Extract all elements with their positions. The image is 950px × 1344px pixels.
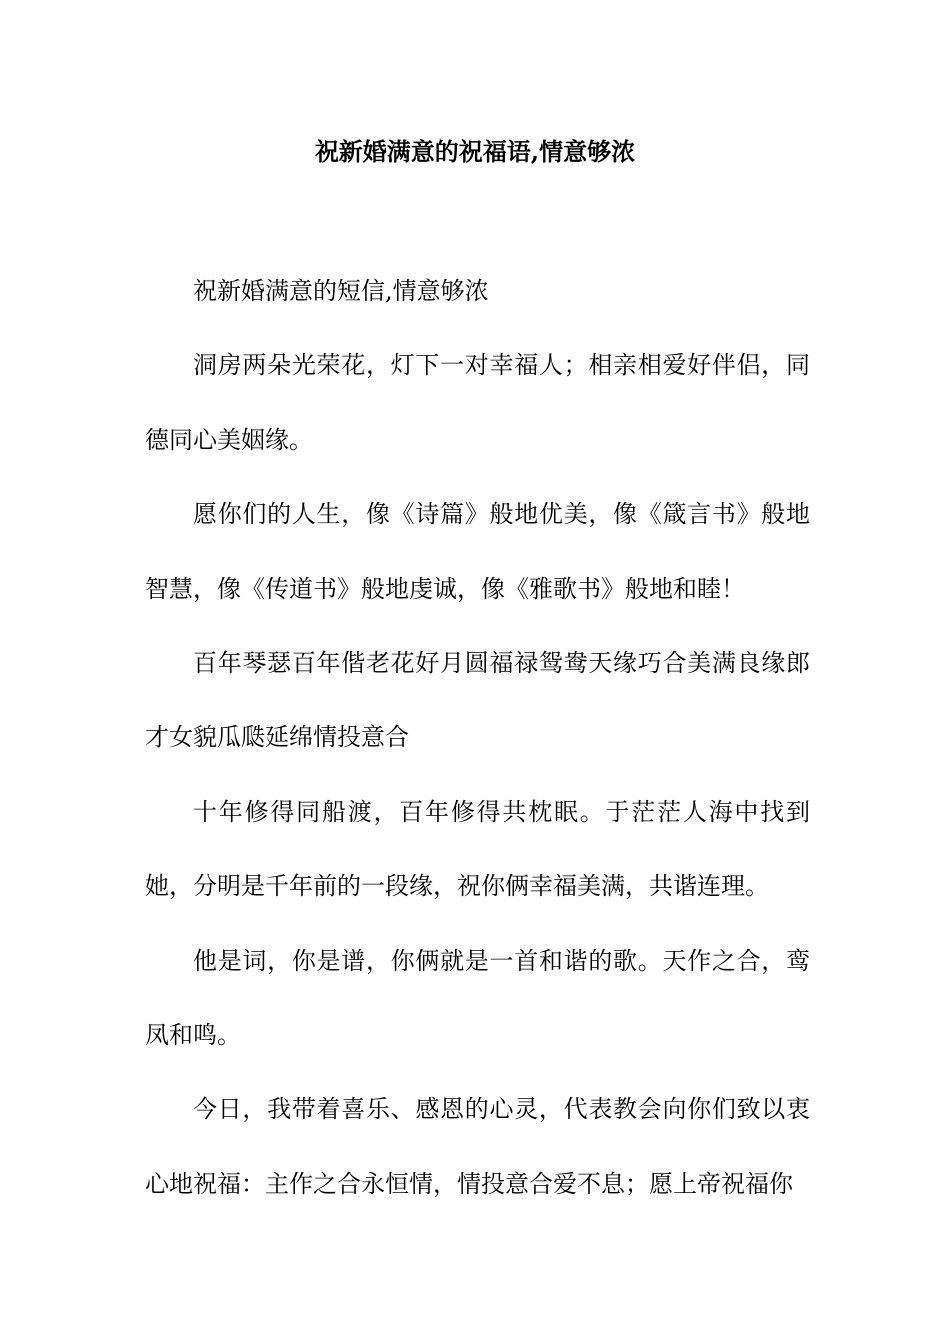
paragraph: 愿你们的人生，像《诗篇》般地优美，像《箴言书》般地智慧，像《传道书》般地虔诚，像《雅歌书》般地和睦！ — [145, 500, 810, 603]
paragraph: 今日，我带着喜乐、感恩的心灵，代表教会向你们致以衷心地祝福：主作之合永恒情，情投意合爱不息；愿上帝祝福你 — [145, 1095, 810, 1198]
document-title: 祝新婚满意的祝福语,情意够浓 — [314, 137, 636, 166]
paragraph: 百年琴瑟百年偕老花好月圆福禄鸳鸯天缘巧合美满良缘郎才女貌瓜瓞延绵情投意合 — [145, 649, 810, 752]
paragraph: 十年修得同船渡，百年修得共枕眠。于茫茫人海中找到她，分明是千年前的一段缘，祝你俩幸福美满，共谐连理。 — [145, 797, 810, 901]
paragraph: 洞房两朵光荣花，灯下一对幸福人；相亲相爱好伴侣，同德同心美姻缘。 — [145, 351, 810, 454]
document-body — [145, 254, 810, 1221]
paragraph: 祝新婚满意的短信,情意够浓 — [193, 277, 489, 305]
paragraph: 他是词，你是谱，你俩就是一首和谐的歌。天作之合，鸾凤和鸣。 — [145, 946, 810, 1050]
